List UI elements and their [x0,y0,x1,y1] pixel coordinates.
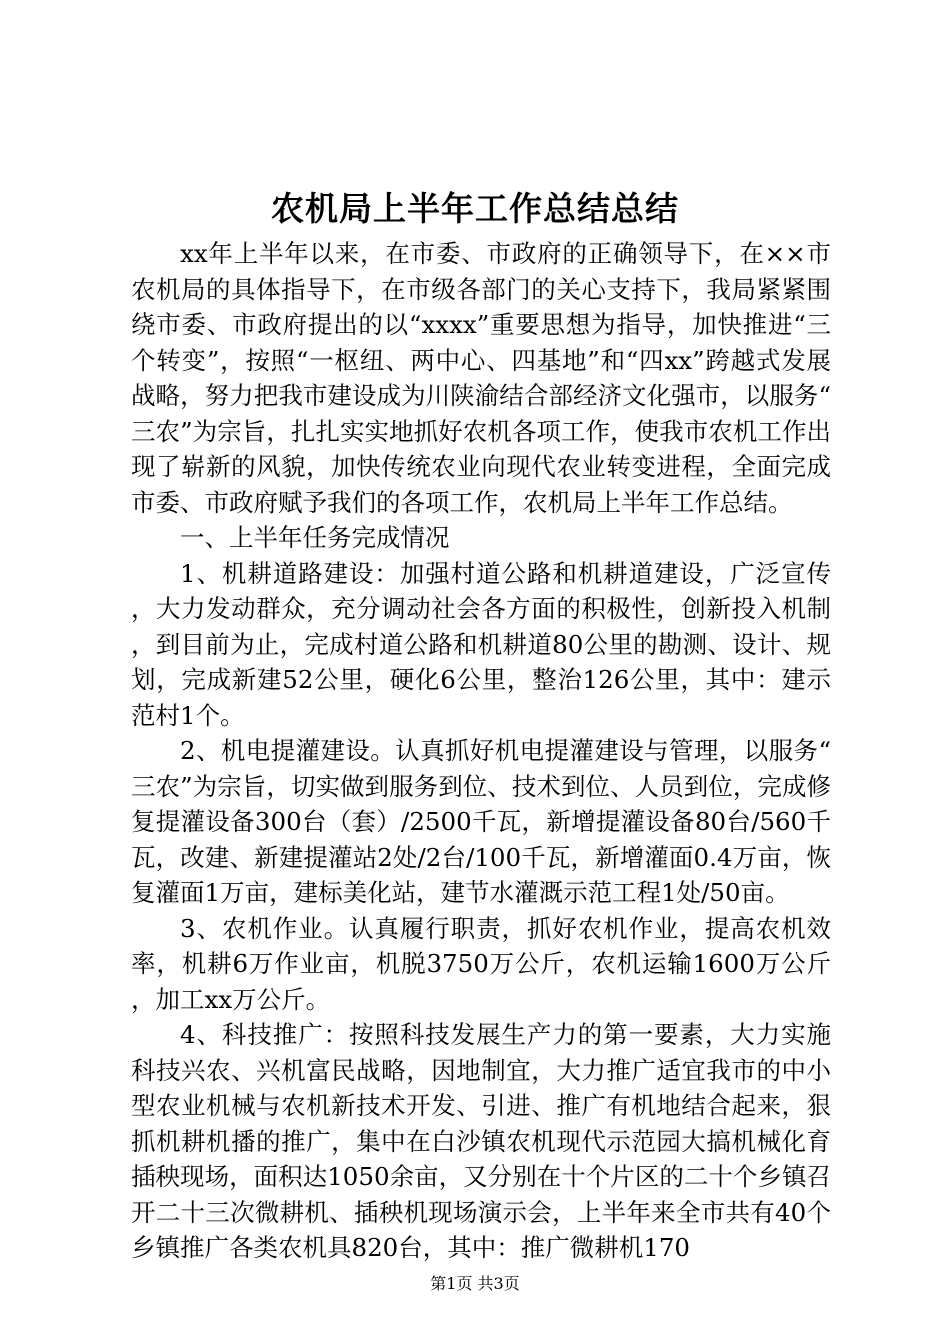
page-footer: 第1页 共3页 [430,1274,520,1293]
paragraph-tech-promotion: 4、科技推广：按照科技发展生产力的第一要素，大力实施科技兴农、兴机富民战略，因地制宜，大力推广适宜我市的中小型农业机械与农机新技术开发、引进、推广有机地结合起来，狠抓机耕机播的推广，集中在白沙镇农机现代示范园大搞机械化育插秧现场，面积达1050余亩，又分别在十个片区的二十个乡镇召开二十三次微耕机、插秧机现场演示会，上半年来全市共有40个乡镇推广各类农机具820台，其中：推广微耕机170 [131,1020,831,1262]
section-heading-1: 一、上半年任务完成情况 [180,523,450,552]
paragraph-irrigation: 2、机电提灌建设。认真抓好机电提灌建设与管理，以服务“三农”为宗旨，切实做到服务到位、技术到位、人员到位，完成修复提灌设备300台（套）/2500千瓦，新增提灌设备80台/560千瓦，改建、新建提灌站2处/2台/100千瓦，新增灌面0.4万亩，恢复灌面1万亩，建标美化站，建节水灌溉示范工程1处/50亩。 [131,736,831,907]
document-body [131,236,831,1266]
paragraph-road-construction: 1、机耕道路建设：加强村道公路和机耕道建设，广泛宣传，大力发动群众，充分调动社会各方面的积极性，创新投入机制，到目前为止，完成村道公路和机耕道80公里的勘测、设计、规划，完成新建52公里，硬化6公里，整治126公里，其中：建示范村1个。 [131,558,831,730]
paragraph-operations: 3、农机作业。认真履行职责，抓好农机作业，提高农机效率，机耕6万作业亩，机脱3750万公斤，农机运输1600万公斤，加工xx万公斤。 [131,913,831,1014]
paragraph-intro: xx年上半年以来，在市委、市政府的正确领导下，在××市农机局的具体指导下，在市级各部门的关心支持下，我局紧紧围绕市委、市政府提出的以“xxxx”重要思想为指导，加快推进“三个转变”，按照“一枢纽、两中心、四基地”和“四xx”跨越式发展战略，努力把我市建设成为川陕渝结合部经济文化强市，以服务“三农”为宗旨，扎扎实实地抓好农机各项工作，使我市农机工作出现了崭新的风貌，加快传统农业向现代农业转变进程，全面完成市委、市政府赋予我们的各项工作，农机局上半年工作总结。 [131,239,831,517]
document-title: 农机局上半年工作总结总结 [271,189,679,228]
